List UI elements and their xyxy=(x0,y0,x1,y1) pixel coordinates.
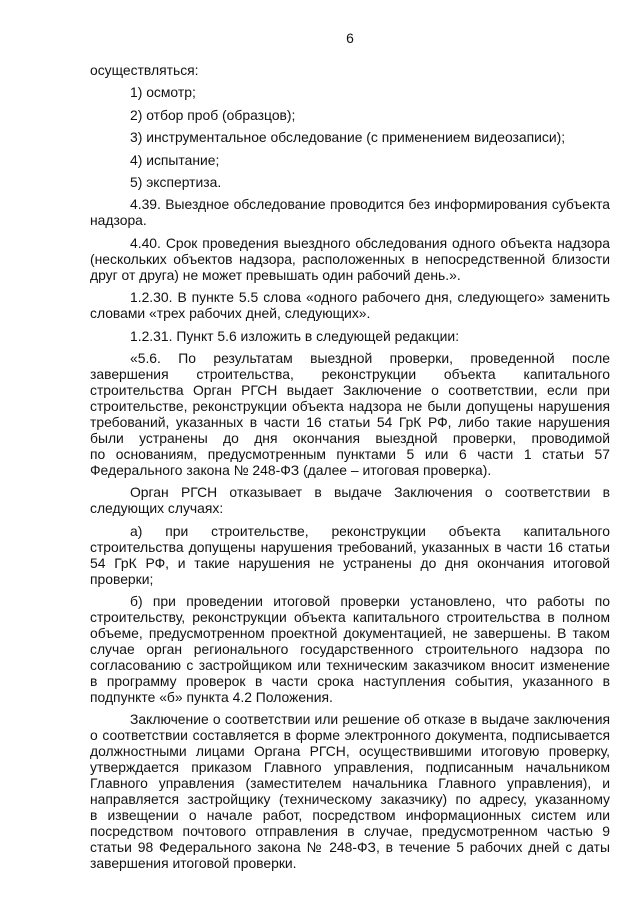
text-line: о соответствии составляется в форме электронного документа, подписывается xyxy=(90,727,610,744)
text-line: следующих случаях: xyxy=(90,500,224,517)
text-line: Федерального закона № 248-ФЗ (далее – итоговая проверка). xyxy=(90,461,492,478)
text-line: объеме, предусмотренном проектной документацией, не завершены. В таком xyxy=(90,625,610,642)
clause-1-2-31 xyxy=(90,328,610,344)
subitem-b xyxy=(90,593,610,705)
text-line: «5.6. По результатам выездной проверки, проведенной после xyxy=(130,349,610,366)
text-line: должностными лицами Органа РГСН, осуществившими итоговую проверку, xyxy=(90,743,610,760)
text-line: посредством почтового отправления в случае, предусмотренном частью 9 xyxy=(90,823,610,840)
document-body xyxy=(90,62,610,871)
clause-5-6 xyxy=(90,350,610,478)
text-line: завершения строительства, реконструкции объекта капитального xyxy=(90,365,610,382)
page-number: 6 xyxy=(346,30,354,46)
text-line: 1.2.30. В пункте 5.5 слова «одного рабочего дня, следующего» заменить xyxy=(130,289,610,306)
text-line: завершения итоговой проверки. xyxy=(90,855,297,872)
list-item-sampling xyxy=(90,107,610,123)
text-line: по основаниям, предусмотренным пунктами 5 или 6 части 1 статьи 57 xyxy=(90,445,610,462)
list-item-instrumental-examination xyxy=(90,129,610,145)
conclusion-paragraph xyxy=(90,711,610,871)
text-line: (нескольких объектов надзора, расположенных в непосредственной близости xyxy=(90,250,610,267)
text-line: статьи 98 Федерального закона № 248-ФЗ, в течение 5 рабочих дней с даты xyxy=(90,839,610,856)
text-line: б) при проведении итоговой проверки установлено, что работы по xyxy=(130,593,610,610)
text-line: направляется застройщику (техническому заказчику) по адресу, указанному xyxy=(90,791,610,808)
text-line: 4.39. Выездное обследование проводится без информирования субъекта xyxy=(130,196,610,213)
text-line: строительства допущены нарушения требований, указанных в части 16 статьи xyxy=(90,538,610,555)
text-line: 3) инструментальное обследование (с применением видеозаписи); xyxy=(130,129,566,146)
text-line: Заключение о соответствии или решение об отказе в выдаче заключения xyxy=(130,711,610,728)
text-line: были устранены до дня окончания выездной проверки, проводимой xyxy=(90,429,610,446)
list-item-expertise xyxy=(90,174,610,190)
text-line: 4.40. Срок проведения выездного обследования одного объекта надзора xyxy=(130,234,610,251)
text-line: случае орган регионального государственного строительного надзора по xyxy=(90,641,610,658)
text-line: подпункте «б» пункта 4.2 Положения. xyxy=(90,689,333,706)
text-line: словами «трех рабочих дней, следующих». xyxy=(90,305,371,322)
text-line: 1) осмотр; xyxy=(130,84,196,101)
list-item-testing xyxy=(90,152,610,168)
refusal-paragraph xyxy=(90,484,610,516)
text-line: в программу проверок в части срока наступления события, указанного в xyxy=(90,673,610,690)
text-line: 5) экспертиза. xyxy=(130,173,222,190)
text-line: требований, указанных в части 16 статьи 54 ГрК РФ, либо такие нарушения xyxy=(90,413,610,430)
text-line: 4) испытание; xyxy=(130,151,220,168)
text-line: осуществляться: xyxy=(90,62,199,78)
text-line: строительстве, реконструкции объекта надзора не были допущены нарушения xyxy=(90,397,610,414)
text-line: а) при строительстве, реконструкции объекта капитального xyxy=(130,522,610,539)
clause-1-2-30 xyxy=(90,289,610,321)
text-line: Орган РГСН отказывает в выдаче Заключения о соответствии в xyxy=(130,484,610,501)
text-line: строительству, реконструкции объекта капитального строительства в полном xyxy=(90,609,610,626)
text-line: 2) отбор проб (образцов); xyxy=(130,106,296,123)
subitem-a xyxy=(90,523,610,587)
clause-4-40 xyxy=(90,235,610,283)
text-line: утверждается приказом Главного управления, подписанным начальником xyxy=(90,759,610,776)
text-line: друг от друга) не может превышать один рабочий день.». xyxy=(90,266,461,283)
text-line: 54 ГрК РФ, и такие нарушения не устранены до дня окончания итоговой xyxy=(90,554,610,571)
text-line: проверки; xyxy=(90,570,154,587)
text-line: Главного управления (заместителем начальника Главного управления), и xyxy=(90,775,610,792)
clause-4-39 xyxy=(90,196,610,228)
paragraph-continuation xyxy=(90,62,610,78)
text-line: в извещении о начале работ, посредством информационных систем или xyxy=(90,807,610,824)
text-line: 1.2.31. Пункт 5.6 изложить в следующей редакции: xyxy=(130,327,460,344)
text-line: надзора. xyxy=(90,212,147,229)
text-line: строительства Орган РГСН выдает Заключение о соответствии, если при xyxy=(90,381,610,398)
text-line: согласованию с застройщиком или техническим заказчиком вносит изменение xyxy=(90,657,610,674)
list-item-inspection xyxy=(90,84,610,100)
